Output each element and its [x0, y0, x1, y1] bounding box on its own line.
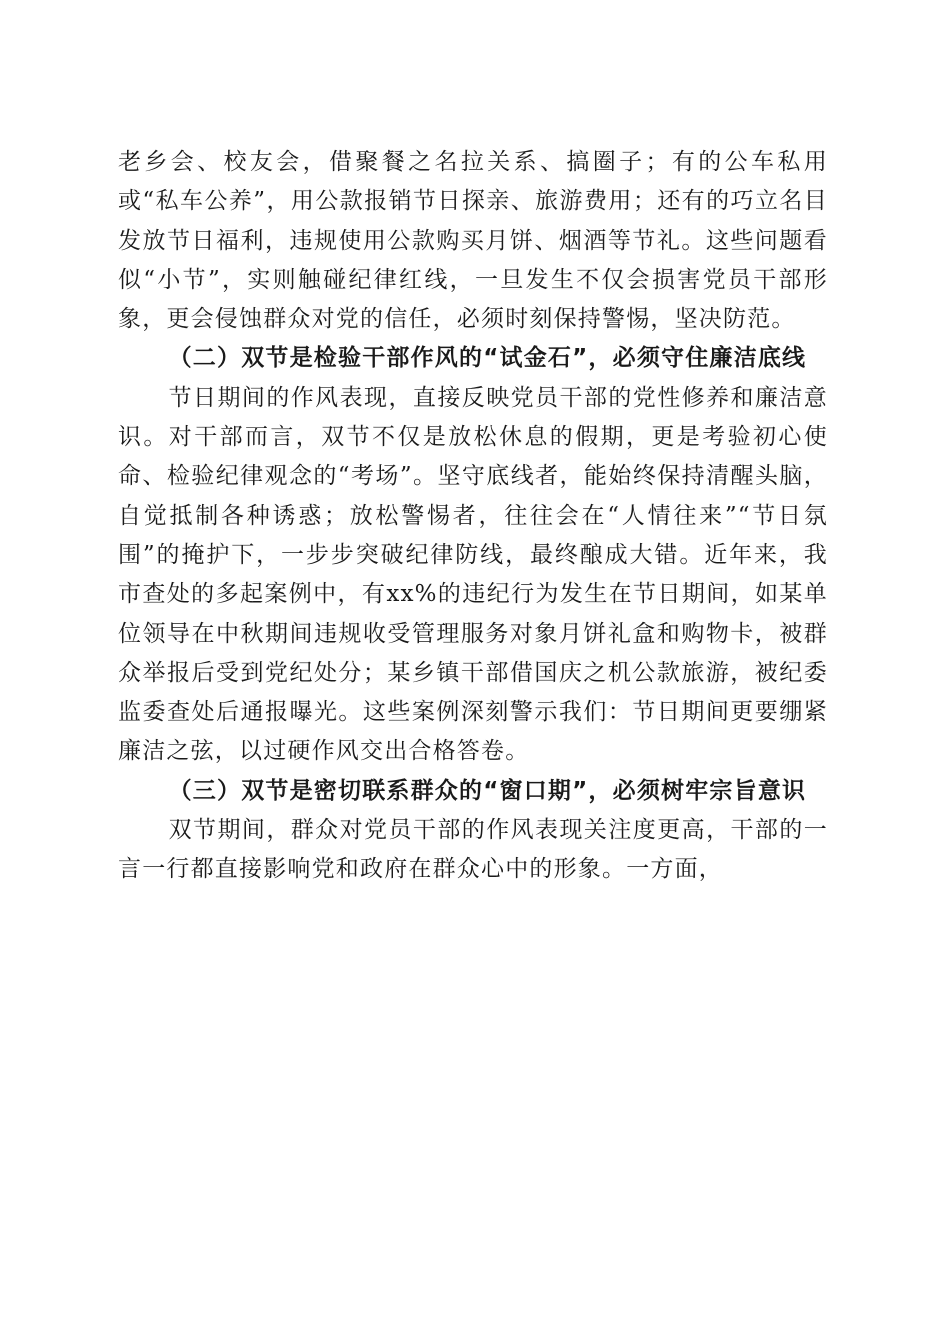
document-page	[118, 143, 828, 890]
body-paragraph: 节日期间的作风表现，直接反映党员干部的党性修养和廉洁意识。对干部而言，双节不仅是放松休息的假期，更是考验初心使命、检验纪律观念的“考场”。坚守底线者，能始终保持清醒头脑，自觉抵制各种诱惑；放松警惕者，往往会在“人情往来”“节日氛围”的掩护下，一步步突破纪律防线，最终酿成大错。近年来，我市查处的多起案例中，有xx%的违纪行为发生在节日期间，如某单位领导在中秋期间违规收受管理服务对象月饼礼盒和购物卡，被群众举报后受到党纪处分；某乡镇干部借国庆之机公款旅游，被纪委监委查处后通报曝光。这些案例深刻警示我们：节日期间更要绷紧廉洁之弦，以过硬作风交出合格答卷。	[118, 384, 828, 765]
body-paragraph-continuation: 老乡会、校友会，借聚餐之名拉关系、搞圈子；有的公车私用或“私车公养”，用公款报销节日探亲、旅游费用；还有的巧立名目发放节日福利，违规使用公款购买月饼、烟酒等节礼。这些问题看似“小节”，实则触碰纪律红线，一旦发生不仅会损害党员干部形象，更会侵蚀群众对党的信任，必须时刻保持警惕，坚决防范。	[118, 149, 828, 333]
section-heading-3: （三）双节是密切联系群众的“窗口期”，必须树牢宗旨意识	[168, 777, 807, 804]
section-heading-2: （二）双节是检验干部作风的“试金石”，必须守住廉洁底线	[168, 345, 807, 372]
body-paragraph: 双节期间，群众对党员干部的作风表现关注度更高，干部的一言一行都直接影响党和政府在群众心中的形象。一方面，	[118, 817, 828, 883]
